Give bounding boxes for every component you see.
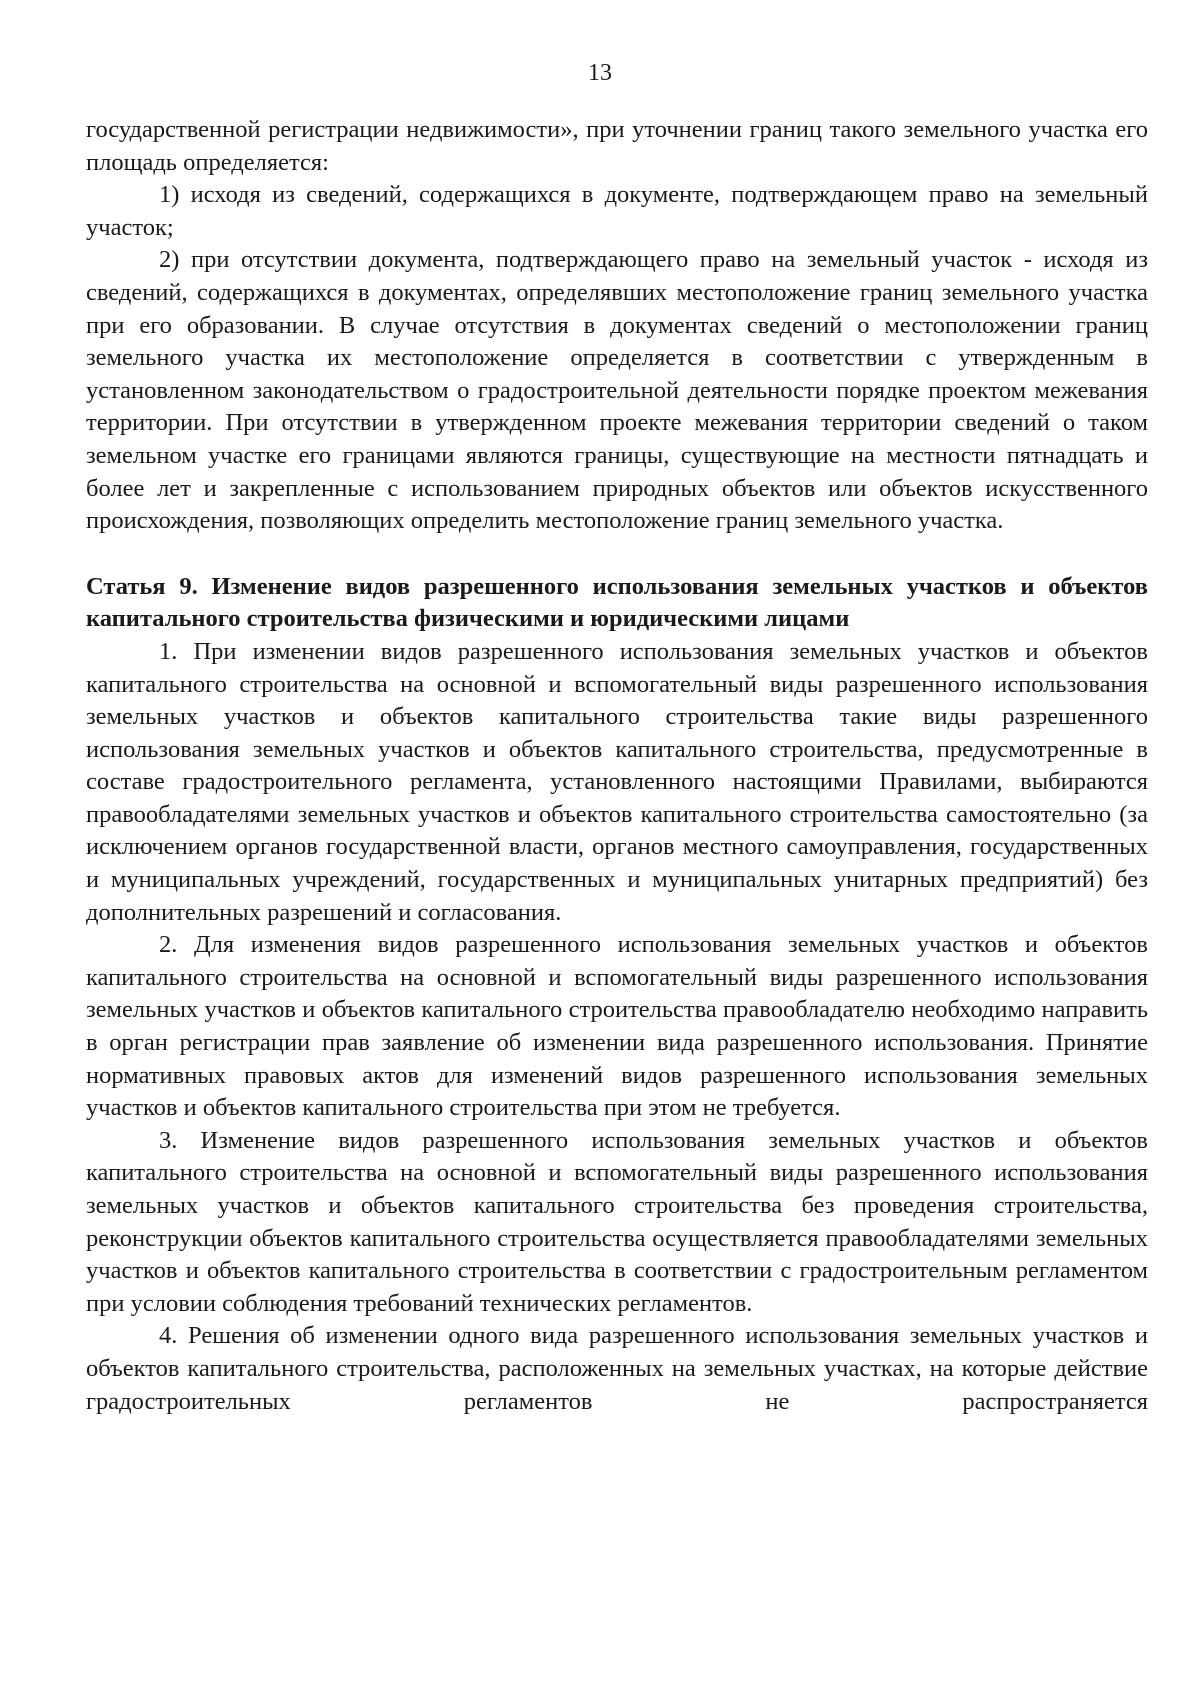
article-paragraph-1: 1. При изменении видов разрешенного использования земельных участков и объектов капитального строительства на основной и вспомогательный виды разрешенного использования земельных участков и объектов капитального строительства такие виды разрешенного использования земельных участков и объектов капитального строительства, предусмотренные в составе градостроительного регламента, установленного настоящими Правилами, выбираются правообладателями земельных участков и объектов капитального строительства самостоятельно (за исключением органов государственной власти, органов местного самоуправления, государственных и муниципальных учреждений, государственных и муниципальных унитарных предприятий) без дополнительных разрешений и согласования. xyxy=(86,637,1148,926)
article-paragraph-2: 2. Для изменения видов разрешенного использования земельных участков и объектов капитального строительства на основной и вспомогательный виды разрешенного использования земельных участков и объектов капитального строительства правообладателю необходимо направить в орган регистрации прав заявление об изменении вида разрешенного использования. Принятие нормативных правовых актов для изменений видов разрешенного использования земельных участков и объектов капитального строительства при этом не требуется. xyxy=(86,931,1148,1122)
article-paragraph-3: 3. Изменение видов разрешенного использования земельных участков и объектов капитального строительства на основной и вспомогательный виды разрешенного использования земельных участков и объектов капитального строительства без проведения строительства, реконструкции объектов капитального строительства осуществляется правообладателями земельных участков и объектов капитального строительства в соответствии с градостроительным регламентом при условии соблюдения требований технических регламентов. xyxy=(86,1126,1148,1317)
article-paragraph-4: 4. Решения об изменении одного вида разрешенного использования земельных участков и объектов капитального строительства, расположенных на земельных участках, на которые действие градостроительных регламентов не распространяется xyxy=(86,1322,1148,1415)
list-item-1: 1) исходя из сведений, содержащихся в документе, подтверждающем право на земельный участок; xyxy=(86,181,1148,241)
page-number: 13 xyxy=(588,60,612,86)
article-heading: Статья 9. Изменение видов разрешенного использования земельных участков и объектов капитального строительства физическими и юридическими лицами xyxy=(86,572,1148,633)
document-body xyxy=(86,114,1148,1418)
list-item-2: 2) при отсутствии документа, подтверждающего право на земельный участок - исходя из сведений, содержащихся в документах, определявших местоположение границ земельного участка при его образовании. В случае отсутствия в документах сведений о местоположении границ земельного участка их местоположение определяется в соответствии с утвержденным в установленном законодательством о градостроительной деятельности порядке проектом межевания территории. При отсутствии в утвержденном проекте межевания территории сведений о таком земельном участке его границами являются границы, существующие на местности пятнадцать и более лет и закрепленные с использованием природных объектов или объектов искусственного происхождения, позволяющих определить местоположение границ земельного участка. xyxy=(86,246,1148,535)
paragraph-continuation: государственной регистрации недвижимости», при уточнении границ такого земельного участка его площадь определяется: xyxy=(86,116,1148,176)
